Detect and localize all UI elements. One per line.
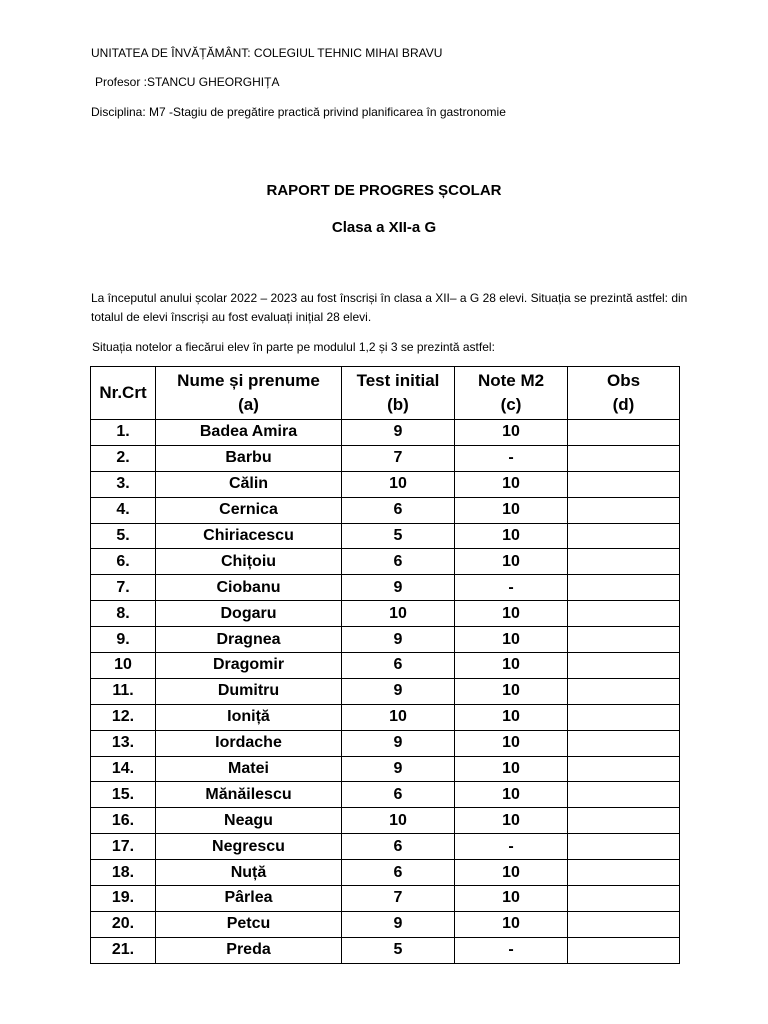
cell-name: Ioniță (156, 704, 342, 730)
cell-obs (568, 911, 680, 937)
cell-obs (568, 886, 680, 912)
header-sublabel: (d) (612, 395, 635, 414)
cell-name: Iordache (156, 730, 342, 756)
cell-name: Dragnea (156, 627, 342, 653)
cell-obs (568, 445, 680, 471)
cell-nr: 13. (91, 730, 156, 756)
cell-initial-test: 9 (342, 756, 455, 782)
grades-table (90, 366, 680, 964)
cell-nr: 4. (91, 497, 156, 523)
cell-name: Pârlea (156, 886, 342, 912)
header-label: Nume și prenume (177, 371, 320, 390)
table-row (91, 601, 680, 627)
cell-grade-m2: - (455, 575, 568, 601)
cell-obs (568, 601, 680, 627)
cell-obs (568, 549, 680, 575)
cell-name: Călin (156, 471, 342, 497)
cell-grade-m2: 10 (455, 860, 568, 886)
cell-obs (568, 653, 680, 679)
cell-obs (568, 704, 680, 730)
cell-grade-m2: 10 (455, 730, 568, 756)
cell-nr: 2. (91, 445, 156, 471)
cell-grade-m2: 10 (455, 808, 568, 834)
cell-name: Neagu (156, 808, 342, 834)
table-row (91, 471, 680, 497)
cell-initial-test: 9 (342, 575, 455, 601)
table-row (91, 730, 680, 756)
cell-grade-m2: 10 (455, 549, 568, 575)
cell-grade-m2: 10 (455, 678, 568, 704)
cell-grade-m2: - (455, 834, 568, 860)
cell-initial-test: 6 (342, 653, 455, 679)
header-sublabel: (b) (387, 395, 409, 414)
cell-initial-test: 9 (342, 730, 455, 756)
table-header-row (91, 367, 680, 420)
table-row (91, 575, 680, 601)
cell-grade-m2: 10 (455, 911, 568, 937)
class-subtitle: Clasa a XII-a G (331, 219, 437, 236)
school-unit-line: UNITATEA DE ÎNVĂȚĂMÂNT: COLEGIUL TEHNIC MIHAI BRAVU (91, 46, 443, 60)
cell-nr: 16. (91, 808, 156, 834)
cell-name: Dumitru (156, 678, 342, 704)
cell-nr: 19. (91, 886, 156, 912)
cell-grade-m2: 10 (455, 627, 568, 653)
cell-nr: 7. (91, 575, 156, 601)
cell-obs (568, 575, 680, 601)
cell-nr: 5. (91, 523, 156, 549)
cell-name: Chițoiu (156, 549, 342, 575)
cell-obs (568, 678, 680, 704)
header-label: Nr.Crt (99, 383, 147, 402)
table-row (91, 937, 680, 963)
cell-obs (568, 471, 680, 497)
cell-initial-test: 6 (342, 497, 455, 523)
cell-nr: 9. (91, 627, 156, 653)
table-row (91, 420, 680, 446)
cell-obs (568, 756, 680, 782)
grades-note: Situația notelor a fiecărui elev în parte pe modulul 1,2 și 3 se prezintă astfel: (92, 340, 495, 354)
cell-obs (568, 782, 680, 808)
cell-grade-m2: 10 (455, 653, 568, 679)
header-obs (568, 367, 680, 420)
cell-obs (568, 497, 680, 523)
cell-nr: 3. (91, 471, 156, 497)
cell-obs (568, 860, 680, 886)
cell-grade-m2: 10 (455, 523, 568, 549)
cell-obs (568, 627, 680, 653)
cell-nr: 6. (91, 549, 156, 575)
cell-initial-test: 5 (342, 937, 455, 963)
header-initial-test (342, 367, 455, 420)
cell-grade-m2: - (455, 937, 568, 963)
cell-initial-test: 6 (342, 782, 455, 808)
table-row (91, 497, 680, 523)
report-title: RAPORT DE PROGRES ȘCOLAR (266, 182, 502, 199)
table-row (91, 653, 680, 679)
cell-grade-m2: 10 (455, 782, 568, 808)
cell-grade-m2: 10 (455, 704, 568, 730)
cell-obs (568, 834, 680, 860)
header-sublabel: (a) (238, 395, 259, 414)
cell-nr: 14. (91, 756, 156, 782)
header-nr-crt (91, 367, 156, 420)
cell-nr: 10 (91, 653, 156, 679)
table-row (91, 834, 680, 860)
cell-grade-m2: - (455, 445, 568, 471)
table-row (91, 860, 680, 886)
cell-nr: 17. (91, 834, 156, 860)
cell-name: Chiriacescu (156, 523, 342, 549)
header-label: Note M2 (477, 371, 545, 390)
cell-grade-m2: 10 (455, 420, 568, 446)
cell-obs (568, 523, 680, 549)
cell-initial-test: 9 (342, 420, 455, 446)
table-row (91, 808, 680, 834)
cell-initial-test: 10 (342, 471, 455, 497)
cell-initial-test: 10 (342, 808, 455, 834)
header-grades-m2 (455, 367, 568, 420)
cell-obs (568, 937, 680, 963)
cell-name: Mănăilescu (156, 782, 342, 808)
table-row (91, 782, 680, 808)
table-row (91, 704, 680, 730)
intro-paragraph: La începutul anului școlar 2022 – 2023 au fost înscriși în clasa a XII– a G 28 elevi. Situația se prezintă astfel: din totalul de elevi înscriși au fost evaluați inițial 28 elevi. (91, 291, 688, 324)
table-row (91, 549, 680, 575)
cell-nr: 18. (91, 860, 156, 886)
table-row (91, 886, 680, 912)
cell-initial-test: 10 (342, 601, 455, 627)
cell-name: Dogaru (156, 601, 342, 627)
cell-nr: 8. (91, 601, 156, 627)
cell-name: Barbu (156, 445, 342, 471)
cell-nr: 11. (91, 678, 156, 704)
header-label: Test initial (356, 371, 440, 390)
cell-name: Badea Amira (156, 420, 342, 446)
header-sublabel: (c) (500, 395, 522, 414)
cell-name: Cernica (156, 497, 342, 523)
cell-name: Matei (156, 756, 342, 782)
table-row (91, 627, 680, 653)
table-row (91, 445, 680, 471)
cell-initial-test: 7 (342, 445, 455, 471)
professor-line: Profesor :STANCU GHEORGHIȚA (95, 75, 280, 89)
cell-initial-test: 7 (342, 886, 455, 912)
cell-nr: 21. (91, 937, 156, 963)
table-row (91, 756, 680, 782)
cell-nr: 12. (91, 704, 156, 730)
cell-initial-test: 9 (342, 627, 455, 653)
cell-nr: 20. (91, 911, 156, 937)
cell-obs (568, 730, 680, 756)
cell-grade-m2: 10 (455, 756, 568, 782)
cell-initial-test: 10 (342, 704, 455, 730)
cell-obs (568, 420, 680, 446)
cell-grade-m2: 10 (455, 497, 568, 523)
cell-nr: 1. (91, 420, 156, 446)
cell-name: Ciobanu (156, 575, 342, 601)
cell-initial-test: 6 (342, 860, 455, 886)
cell-name: Preda (156, 937, 342, 963)
cell-grade-m2: 10 (455, 601, 568, 627)
cell-initial-test: 6 (342, 549, 455, 575)
cell-initial-test: 5 (342, 523, 455, 549)
cell-initial-test: 9 (342, 678, 455, 704)
cell-grade-m2: 10 (455, 886, 568, 912)
cell-name: Petcu (156, 911, 342, 937)
table-row (91, 523, 680, 549)
table-row (91, 678, 680, 704)
cell-grade-m2: 10 (455, 471, 568, 497)
header-label: Obs (606, 371, 641, 390)
cell-name: Dragomir (156, 653, 342, 679)
cell-initial-test: 9 (342, 911, 455, 937)
cell-nr: 15. (91, 782, 156, 808)
cell-name: Nuță (156, 860, 342, 886)
header-name (156, 367, 342, 420)
table-row (91, 911, 680, 937)
cell-initial-test: 6 (342, 834, 455, 860)
cell-obs (568, 808, 680, 834)
cell-name: Negrescu (156, 834, 342, 860)
discipline-line: Disciplina: M7 -Stagiu de pregătire practică privind planificarea în gastronomie (91, 105, 506, 119)
